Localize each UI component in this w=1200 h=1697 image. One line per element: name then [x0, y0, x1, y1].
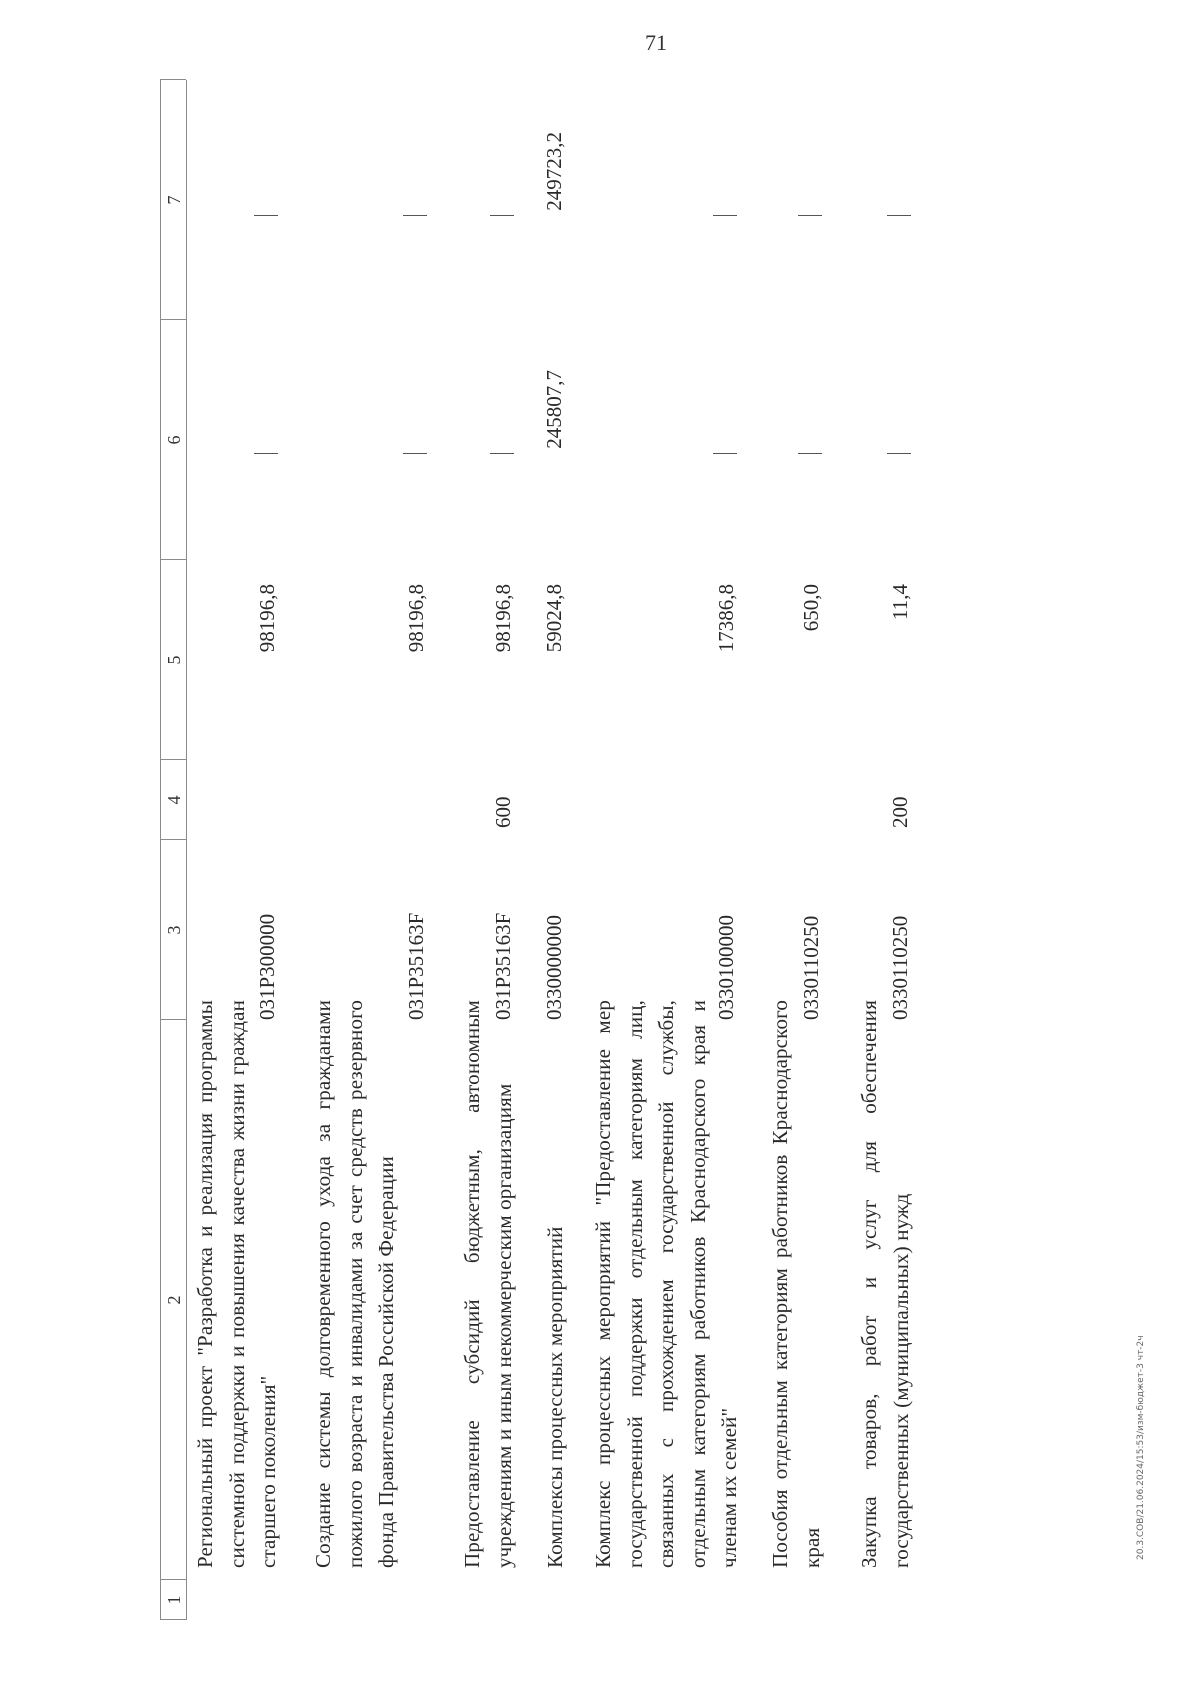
row-col6-dash — [490, 453, 514, 454]
row-col7-dash — [798, 215, 822, 216]
row-code: 0330100000 — [714, 915, 738, 1020]
row-col6-dash — [713, 453, 737, 454]
row-col6-value: 245807,7 — [542, 370, 566, 449]
row-code: 0330110250 — [799, 915, 823, 1020]
row-col6-dash — [798, 453, 822, 454]
row-description: Пособия отдельным категориям работников Краснодарского края — [768, 1000, 824, 1568]
header-col-7: 7 — [164, 195, 184, 205]
rotated-table — [160, 20, 1020, 1620]
row-description: Комплекс процессных мероприятий "Предоставление мер государственной поддержки отдельным категориям лиц, связанных с прохождением государственной службы, отдельным категориям работников Краснодарского края и членам их семей" — [591, 1000, 741, 1568]
header-col-2: 2 — [164, 1295, 184, 1305]
row-description: Комплексы процессных мероприятий — [543, 1226, 567, 1568]
row-col7-dash — [490, 215, 514, 216]
row-col5-value: 98196,8 — [404, 584, 428, 653]
header-col-1: 1 — [164, 1595, 184, 1605]
row-code: 0330110250 — [888, 915, 912, 1020]
row-col5-value: 11,4 — [888, 584, 912, 620]
row-code: 0330000000 — [542, 915, 566, 1020]
row-col7-dash — [713, 215, 737, 216]
header-col-4: 4 — [164, 795, 184, 805]
row-description: Предоставление субсидий бюджетным, автономным учреждениям и иным некоммерческим организациям — [460, 1000, 516, 1568]
row-col7-dash — [403, 215, 427, 216]
row-description: Закупка товаров, работ и услуг для обеспечения государственных (муниципальных) нужд — [857, 1000, 913, 1568]
row-col5-value: 17386,8 — [714, 584, 738, 653]
row-description: Создание системы долговременного ухода за гражданами пожилого возраста и инвалидами за счет средств резервного фонда Правительства Российской Федерации — [311, 1000, 398, 1568]
row-kvr: 600 — [491, 796, 515, 828]
row-description: Региональный проект "Разработка и реализация программы системной поддержки и повышения качества жизни граждан старшего поколения" — [193, 1000, 280, 1568]
row-col7-value: 249723,2 — [542, 132, 566, 211]
page-number: 71 — [645, 30, 667, 55]
row-col7-dash — [254, 215, 278, 216]
table-top-border — [160, 80, 161, 1620]
row-code: 031Р35163F — [491, 912, 515, 1020]
header-bottom-border — [186, 80, 187, 1620]
row-col6-dash — [887, 453, 911, 454]
row-col5-value: 98196,8 — [491, 584, 515, 653]
row-col5-value: 59024,8 — [542, 584, 566, 653]
header-col-5: 5 — [164, 655, 184, 665]
row-col6-dash — [403, 453, 427, 454]
row-col7-dash — [887, 215, 911, 216]
row-code: 031Р300000 — [255, 913, 279, 1020]
row-code: 031Р35163F — [404, 912, 428, 1020]
footer-stamp: 20.3.СОВ/21.06.2024/15:53/изм-бюджет-3 чт-2ч — [1136, 1335, 1146, 1560]
row-col5-value: 650,0 — [799, 584, 823, 632]
header-col-3: 3 — [164, 925, 184, 935]
row-col5-value: 98196,8 — [255, 584, 279, 653]
row-kvr: 200 — [888, 796, 912, 828]
header-col-6: 6 — [164, 435, 184, 445]
row-col6-dash — [254, 453, 278, 454]
